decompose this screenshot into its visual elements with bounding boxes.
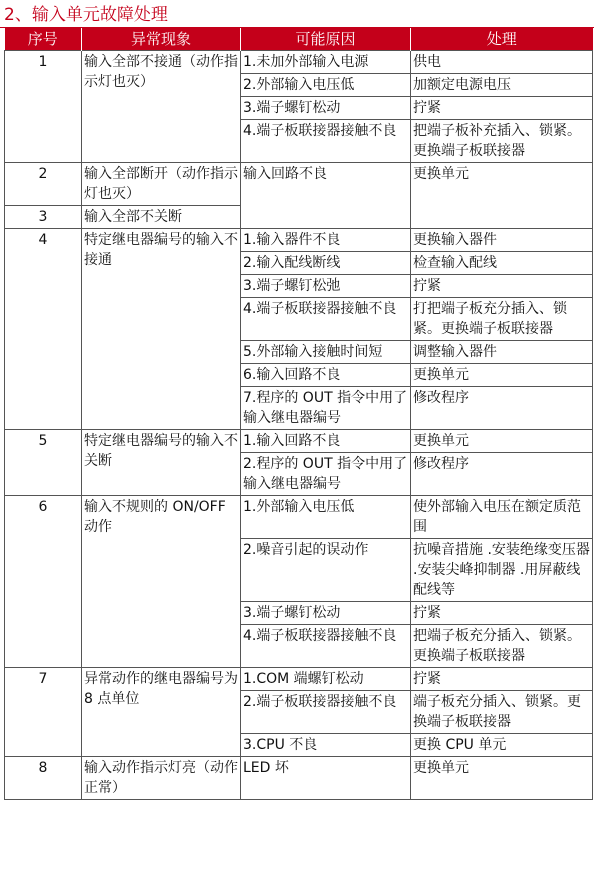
cause-cell: 4.端子板联接器接触不良 <box>241 298 411 341</box>
action-cell: 调整输入器件 <box>411 341 593 364</box>
cause-cell: 1.未加外部输入电源 <box>241 51 411 74</box>
action-cell: 修改程序 <box>411 387 593 430</box>
cause-cell: 3.端子螺钉松弛 <box>241 275 411 298</box>
action-cell: 拧紧 <box>411 602 593 625</box>
action-cell: 更换输入器件 <box>411 229 593 252</box>
action-cell: 拧紧 <box>411 275 593 298</box>
table-row <box>5 51 593 74</box>
table-row <box>5 757 593 800</box>
action-cell: 拧紧 <box>411 97 593 120</box>
cause-cell: 1.外部输入电压低 <box>241 496 411 539</box>
action-cell: 拧紧 <box>411 668 593 691</box>
cause-cell: 1.输入回路不良 <box>241 430 411 453</box>
cause-cell: 7.程序的 OUT 指令中用了输入继电器编号 <box>241 387 411 430</box>
cause-cell: 2.输入配线断线 <box>241 252 411 275</box>
table-row <box>5 163 593 206</box>
header-symptom: 异常现象 <box>82 28 241 51</box>
symptom-cell: 输入不规则的 ON/OFF 动作 <box>82 496 241 668</box>
fault-table <box>4 28 593 800</box>
row-number: 4 <box>5 229 82 430</box>
cause-cell: 5.外部输入接触时间短 <box>241 341 411 364</box>
cause-cell: 2.端子板联接器接触不良 <box>241 691 411 734</box>
cause-cell: 3.端子螺钉松动 <box>241 602 411 625</box>
cause-cell: 3.端子螺钉松动 <box>241 97 411 120</box>
action-cell: 加额定电源电压 <box>411 74 593 97</box>
cause-cell: 1.COM 端螺钉松动 <box>241 668 411 691</box>
action-cell: 端子板充分插入、锁紧。更换端子板联接器 <box>411 691 593 734</box>
table-row <box>5 430 593 453</box>
action-cell: 使外部输入电压在额定质范围 <box>411 496 593 539</box>
action-cell: 抗噪音措施 .安装绝缘变压器 .安装尖峰抑制器 .用屏蔽线配线等 <box>411 539 593 602</box>
symptom-cell: 输入动作指示灯亮（动作正常） <box>82 757 241 800</box>
symptom-cell: 异常动作的继电器编号为 8 点单位 <box>82 668 241 757</box>
action-cell: 把端子板充分插入、锁紧。更换端子板联接器 <box>411 625 593 668</box>
symptom-cell: 输入全部不接通（动作指示灯也灭） <box>82 51 241 163</box>
header-no: 序号 <box>5 28 82 51</box>
cause-cell: 6.输入回路不良 <box>241 364 411 387</box>
row-number: 8 <box>5 757 82 800</box>
action-cell: 更换单元 <box>411 757 593 800</box>
cause-cell: 2.噪音引起的误动作 <box>241 539 411 602</box>
header-action: 处理 <box>411 28 593 51</box>
row-number: 1 <box>5 51 82 163</box>
cause-cell: 4.端子板联接器接触不良 <box>241 625 411 668</box>
row-number: 3 <box>5 206 82 229</box>
row-number: 7 <box>5 668 82 757</box>
action-cell: 更换单元 <box>411 430 593 453</box>
cause-cell: 2.外部输入电压低 <box>241 74 411 97</box>
symptom-cell: 特定继电器编号的输入不接通 <box>82 229 241 430</box>
cause-cell: 输入回路不良 <box>241 163 411 229</box>
action-cell: 更换单元 <box>411 364 593 387</box>
cause-cell: 2.程序的 OUT 指令中用了输入继电器编号 <box>241 453 411 496</box>
action-cell: 检查输入配线 <box>411 252 593 275</box>
table-row <box>5 229 593 252</box>
action-cell: 修改程序 <box>411 453 593 496</box>
table-row <box>5 668 593 691</box>
symptom-cell: 输入全部不关断 <box>82 206 241 229</box>
action-cell: 更换单元 <box>411 163 593 229</box>
action-cell: 打把端子板充分插入、锁紧。更换端子板联接器 <box>411 298 593 341</box>
symptom-cell: 特定继电器编号的输入不关断 <box>82 430 241 496</box>
cause-cell: 3.CPU 不良 <box>241 734 411 757</box>
action-cell: 供电 <box>411 51 593 74</box>
cause-cell: 4.端子板联接器接触不良 <box>241 120 411 163</box>
cause-cell: LED 坏 <box>241 757 411 800</box>
header-cause: 可能原因 <box>241 28 411 51</box>
table-header-row <box>5 28 593 51</box>
cause-cell: 1.输入器件不良 <box>241 229 411 252</box>
table-row <box>5 496 593 539</box>
symptom-cell: 输入全部断开（动作指示灯也灭） <box>82 163 241 206</box>
row-number: 5 <box>5 430 82 496</box>
page-title: 2、输入单元故障处理 <box>4 5 168 25</box>
action-cell: 更换 CPU 单元 <box>411 734 593 757</box>
row-number: 2 <box>5 163 82 206</box>
row-number: 6 <box>5 496 82 668</box>
action-cell: 把端子板补充插入、锁紧。更换端子板联接器 <box>411 120 593 163</box>
